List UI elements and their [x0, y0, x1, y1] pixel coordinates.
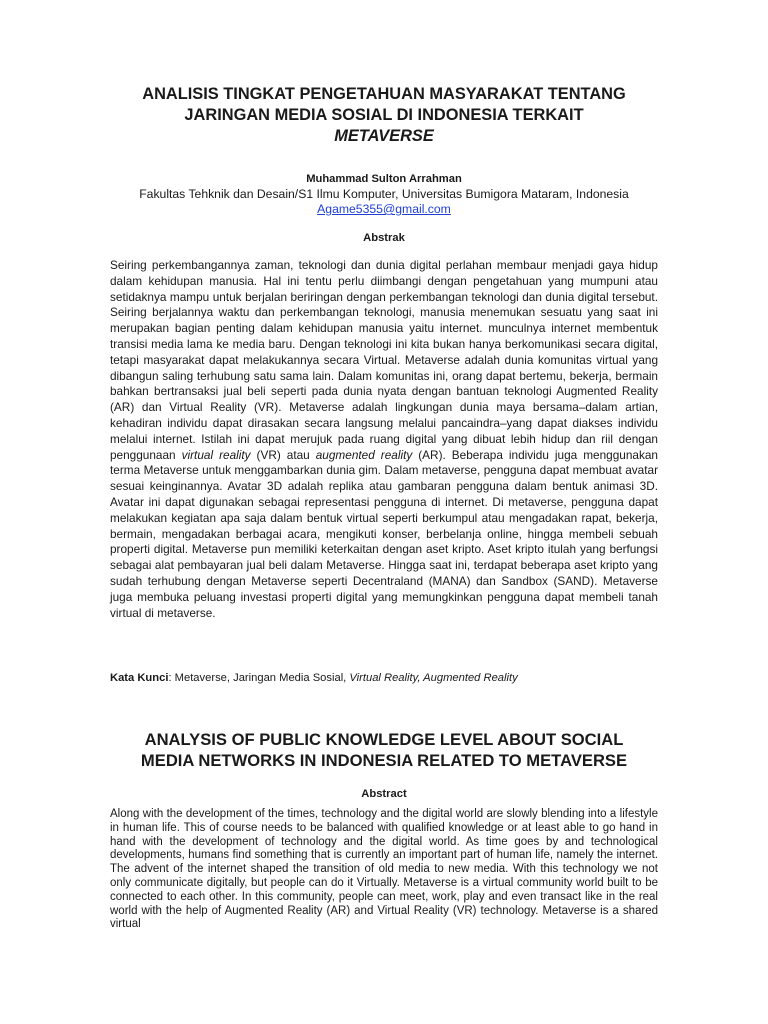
- keywords-plain: Metaverse, Jaringan Media Sosial,: [174, 672, 350, 684]
- abstrak-text: Seiring perkembangannya zaman, teknologi dan dunia digital perlahan membaur menjadi gaya hidup dalam kehidupan manusia. Hal ini tentu perlu diimbangi dengan pengetahuan yang mumpuni atau setidaknya mampu untuk berjalan beriringan dengan perkembangan teknologi dan dunia digital tersebut. Seiring berjalannya waktu dan perkembangan teknologi, manusia menemukan sesuatu yang saat ini merupakan bagian penting dalam kehidupan manusia yaitu internet. munculnya internet membentuk transisi media lama ke media baru. Dengan teknologi ini kita bukan hanya berkomunikasi secara digital, tetapi masyarakat dapat melakukannya secara Virtual. Metaverse adalah dunia komunitas virtual yang dibangun saling terhubung satu sama lain. Dalam komunitas ini, orang dapat bertemu, bekerja, bermain bahkan bertransaksi jual beli seperti pada dunia nyata dengan bantuan teknologi Augmented Reality (AR) dan Virtual Reality (VR). Metaverse adalah lingkungan dunia maya bersama–dalam artian, kehadiran individu dapat dirasakan secara langsung melalui pancaindra–yang dapat diakses individu melalui internet. Istilah ini dapat merujuk pada ruang digital yang dibuat lebih hidup dan riil dengan penggunaan: [110, 258, 658, 462]
- title-line: MEDIA NETWORKS IN INDONESIA RELATED TO METAVERSE: [140, 751, 628, 770]
- paper-title-english: [90, 729, 678, 771]
- abstract-heading: Abstract: [361, 788, 407, 800]
- title-line: JARINGAN MEDIA SOSIAL DI INDONESIA TERKAIT: [184, 106, 584, 124]
- author-email-line: [90, 201, 678, 217]
- abstrak-italic-term: augmented reality: [315, 447, 413, 462]
- author-affiliation: Fakultas Tehknik dan Desain/S1 Ilmu Komputer, Universitas Bumigora Mataram, Indonesia: [139, 187, 629, 201]
- keywords-italic: Virtual Reality, Augmented Reality: [349, 672, 518, 684]
- keywords-label: Kata Kunci: [110, 672, 169, 684]
- keywords-line: [110, 671, 670, 686]
- abstrak-italic-term: virtual reality: [181, 447, 251, 462]
- author-email-link[interactable]: Agame5355@gmail.com: [317, 202, 451, 216]
- abstract-body: Along with the development of the times, technology and the digital world are slowly blending into a lifestyle in human life. This of course needs to be balanced with qualified knowledge or at least able to go hand in hand with the development of technology and the digital world. As time goes by and technological developments, humans find something that is currently an important part of human life, namely the internet. The advent of the internet shaped the transition of old media to new media. With this technology we not only communicate digitally, but people can do it Virtually. Metaverse is a virtual community world built to be connected to each other. In this community, people can meet, work, play and even transact like in the real world with the help of Augmented Reality (AR) and Virtual Reality (VR) technology. Metaverse is a shared virtual: [110, 808, 658, 931]
- title-line: ANALYSIS OF PUBLIC KNOWLEDGE LEVEL ABOUT SOCIAL: [144, 730, 624, 749]
- title-line-italic: METAVERSE: [334, 127, 434, 145]
- abstrak-text: (AR). Beberapa individu juga menggunakan terma Metaverse untuk menggambarkan dunia gim. Dalam metaverse, pengguna dapat membuat avatar sesuai keinginannya. Avatar 3D adalah replika atau gambaran pengguna dalam bentuk animasi 3D. Avatar ini dapat digunakan sebagai representasi pengguna di internet. Di metaverse, pengguna dapat melakukan kegiatan apa saja dalam bentuk virtual seperti berkumpul atau mengadakan rapat, bekerja, bermain, mengadakan berbagai acara, mengikuti konser, berbelanja online, hingga membeli sebuah properti digital. Metaverse pun memiliki keterkaitan dengan aset kripto. Aset kripto itulah yang berfungsi sebagai alat pembayaran jual beli dalam Metaverse. Hingga saat ini, terdapat beberapa aset kripto yang sudah terhubung dengan Metaverse seperti Decentraland (MANA) dan Sandbox (SAND). Metaverse juga membuka peluang investasi properti digital yang memungkinkan pengguna dapat membeli tanah virtual di metaverse.: [110, 447, 658, 620]
- author-name: Muhammad Sulton Arrahman: [306, 173, 462, 185]
- paper-title-indonesian: [90, 84, 678, 147]
- keywords-separator: :: [168, 672, 175, 684]
- title-line: ANALISIS TINGKAT PENGETAHUAN MASYARAKAT TENTANG: [142, 85, 626, 103]
- abstrak-text: (VR) atau: [250, 447, 316, 462]
- abstrak-heading: Abstrak: [363, 232, 405, 244]
- abstrak-body: [110, 258, 658, 621]
